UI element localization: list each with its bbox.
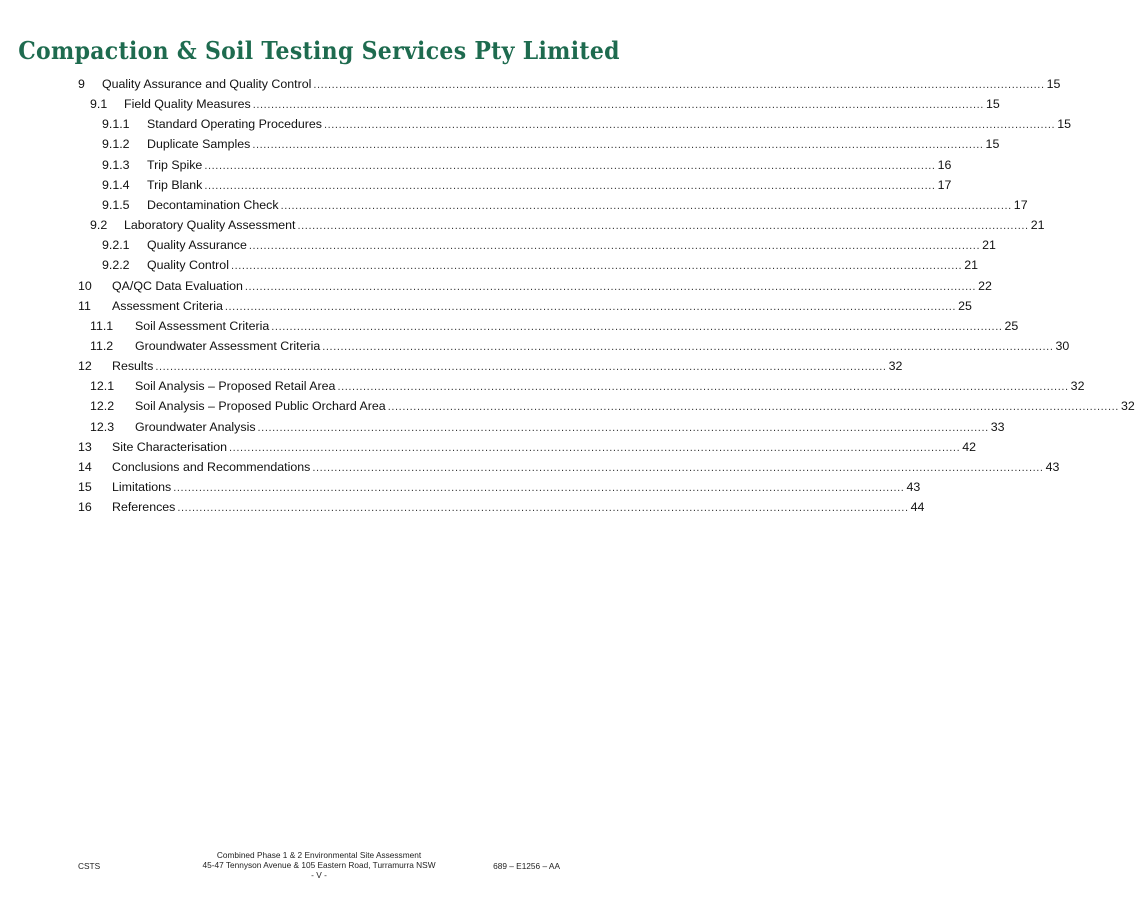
toc-entry[interactable] bbox=[0, 175, 952, 195]
toc-dot-leader: ........................................................................................................................................................................................................ bbox=[387, 401, 1119, 414]
toc-entry-number: 11 bbox=[78, 298, 91, 313]
footer-report-title: Combined Phase 1 & 2 Environmental Site Assessment bbox=[216, 850, 422, 860]
toc-entry[interactable] bbox=[0, 235, 996, 255]
toc-entry-number: 16 bbox=[78, 500, 92, 515]
toc-entry-title: Decontamination Check bbox=[147, 195, 281, 215]
toc-entry[interactable] bbox=[0, 296, 972, 316]
toc-dot-leader: ........................................................................................................................................................................................................ bbox=[257, 421, 989, 434]
toc-entry-title: References bbox=[112, 497, 177, 517]
toc-entry-number: 9.2.1 bbox=[102, 238, 130, 253]
toc-entry-page: 15 bbox=[1057, 117, 1071, 132]
toc-entry[interactable] bbox=[0, 457, 1060, 477]
toc-entry[interactable] bbox=[0, 74, 1061, 94]
toc-entry-number: 9.2 bbox=[90, 218, 108, 233]
toc-entry-page: 15 bbox=[1046, 77, 1061, 91]
toc-entry[interactable] bbox=[0, 396, 1135, 416]
toc-entry-title: Soil Assessment Criteria bbox=[135, 316, 271, 336]
toc-entry-title: Results bbox=[112, 356, 155, 376]
toc-entry-title: Duplicate Samples bbox=[147, 134, 252, 154]
toc-entry-page: 17 bbox=[937, 177, 952, 192]
toc-dot-leader: ........................................................................................................................................................................................................ bbox=[155, 361, 887, 374]
toc-dot-leader: ........................................................................................................................................................................................................ bbox=[312, 461, 1044, 474]
toc-entry[interactable] bbox=[0, 417, 1005, 437]
toc-entry-title: QA/QC Data Evaluation bbox=[112, 276, 245, 296]
toc-entry[interactable] bbox=[0, 376, 1085, 396]
toc-entry-title: Quality Control bbox=[147, 255, 231, 275]
toc-entry-number: 9.1.2 bbox=[102, 137, 130, 152]
toc-entry-page: 32 bbox=[888, 359, 903, 374]
toc-entry-title: Quality Assurance bbox=[147, 235, 249, 255]
toc-entry-page: 16 bbox=[937, 157, 952, 172]
toc-dot-leader: ........................................................................................................................................................................................................ bbox=[322, 340, 1054, 353]
toc-entry[interactable] bbox=[0, 94, 1000, 114]
toc-entry-title: Trip Spike bbox=[147, 155, 204, 175]
toc-dot-leader: ........................................................................................................................................................................................................ bbox=[244, 280, 977, 293]
toc-entry-number: 9.1.5 bbox=[102, 197, 130, 212]
toc-entry-number: 10 bbox=[78, 278, 92, 293]
toc-entry-page: 33 bbox=[990, 419, 1005, 434]
toc-dot-leader: ........................................................................................................................................................................................................ bbox=[271, 320, 1003, 333]
toc-entry-page: 43 bbox=[1045, 459, 1060, 474]
toc-entry-number: 12.3 bbox=[90, 419, 115, 434]
toc-entry[interactable] bbox=[0, 316, 1019, 336]
toc-entry-title: Soil Analysis – Proposed Retail Area bbox=[135, 376, 337, 396]
toc-dot-leader: ........................................................................................................................................................................................................ bbox=[252, 99, 984, 112]
toc-entry-number: 11.1 bbox=[90, 318, 114, 333]
toc-entry-page: 15 bbox=[985, 137, 1000, 152]
toc-entry[interactable] bbox=[0, 336, 1070, 356]
toc-entry-title: Conclusions and Recommendations bbox=[112, 457, 312, 477]
toc-entry[interactable] bbox=[0, 134, 1000, 154]
toc-entry-page: 44 bbox=[910, 500, 925, 515]
toc-entry-number: 9.1.4 bbox=[102, 177, 130, 192]
toc-entry-title: Laboratory Quality Assessment bbox=[124, 215, 297, 235]
toc-entry-page: 30 bbox=[1055, 338, 1070, 353]
toc-entry-number: 12.2 bbox=[90, 399, 115, 414]
toc-entry-title: Limitations bbox=[112, 477, 173, 497]
toc-entry-number: 12 bbox=[78, 359, 92, 374]
toc-entry[interactable] bbox=[0, 215, 1045, 235]
toc-entry-number: 9.2.2 bbox=[102, 258, 130, 273]
toc-entry-title: Assessment Criteria bbox=[112, 296, 225, 316]
toc-dot-leader: ........................................................................................................................................................................................................ bbox=[229, 441, 961, 454]
toc-entry-title: Site Characterisation bbox=[112, 437, 229, 457]
toc-entry-number: 15 bbox=[78, 480, 92, 494]
toc-entry-title: Groundwater Analysis bbox=[135, 417, 258, 437]
toc-entry-title: Groundwater Assessment Criteria bbox=[135, 336, 322, 356]
toc-dot-leader: ........................................................................................................................................................................................................ bbox=[323, 119, 1056, 132]
toc-entry-page: 22 bbox=[978, 278, 992, 293]
toc-entry-title: Trip Blank bbox=[147, 175, 204, 195]
toc-entry-page: 25 bbox=[1004, 318, 1019, 333]
toc-entry[interactable] bbox=[0, 497, 925, 517]
page-footer bbox=[0, 848, 638, 888]
toc-dot-leader: ........................................................................................................................................................................................................ bbox=[337, 381, 1069, 394]
toc-dot-leader: ........................................................................................................................................................................................................ bbox=[248, 240, 981, 253]
footer-report-number: 689 – E1256 – AA bbox=[493, 861, 560, 871]
toc-entry-page: 17 bbox=[1013, 197, 1028, 212]
toc-dot-leader: ........................................................................................................................................................................................................ bbox=[230, 260, 963, 273]
toc-dot-leader: ........................................................................................................................................................................................................ bbox=[224, 300, 957, 313]
toc-entry-number: 9.1 bbox=[90, 97, 108, 112]
toc-entry[interactable] bbox=[0, 477, 921, 497]
toc-entry[interactable] bbox=[0, 356, 903, 376]
toc-entry-title: Quality Assurance and Quality Control bbox=[102, 74, 313, 94]
footer-company-code: CSTS bbox=[78, 861, 101, 871]
toc-dot-leader: ........................................................................................................................................................................................................ bbox=[280, 199, 1012, 212]
toc-entry-number: 9.1.1 bbox=[102, 117, 130, 132]
toc-entry-number: 13 bbox=[78, 439, 92, 454]
toc-dot-leader: ........................................................................................................................................................................................................ bbox=[313, 79, 1045, 91]
footer-page-marker: - V - bbox=[311, 870, 327, 880]
toc-entry[interactable] bbox=[0, 114, 1071, 134]
toc-entry[interactable] bbox=[0, 276, 992, 296]
toc-entry-page: 15 bbox=[985, 97, 1000, 112]
toc-entry[interactable] bbox=[0, 155, 952, 175]
toc-dot-leader: ........................................................................................................................................................................................................ bbox=[177, 502, 909, 515]
toc-dot-leader: ........................................................................................................................................................................................................ bbox=[252, 139, 984, 152]
toc-entry-page: 21 bbox=[1030, 218, 1045, 233]
toc-dot-leader: ........................................................................................................................................................................................................ bbox=[297, 220, 1029, 233]
toc-entry-page: 32 bbox=[1070, 379, 1085, 394]
toc-entry-number: 14 bbox=[78, 459, 92, 474]
toc-entry[interactable] bbox=[0, 255, 978, 275]
toc-entry[interactable] bbox=[0, 195, 1028, 215]
toc-entry-number: 9.1.3 bbox=[102, 157, 130, 172]
toc-entry[interactable] bbox=[0, 437, 977, 457]
footer-site-address: 45-47 Tennyson Avenue & 105 Eastern Road, Turramurra NSW bbox=[202, 860, 436, 870]
toc-dot-leader: ........................................................................................................................................................................................................ bbox=[204, 159, 936, 172]
toc-entry-number: 11.2 bbox=[90, 338, 114, 353]
toc-entry-page: 21 bbox=[964, 258, 978, 273]
toc-entry-title: Field Quality Measures bbox=[124, 94, 253, 114]
toc-entry-number: 12.1 bbox=[90, 379, 115, 394]
toc-entry-page: 25 bbox=[958, 298, 972, 313]
toc-dot-leader: ........................................................................................................................................................................................................ bbox=[173, 482, 905, 494]
toc-entry-title: Standard Operating Procedures bbox=[147, 114, 324, 134]
toc-entry-page: 21 bbox=[982, 238, 996, 253]
toc-entry-number: 9 bbox=[78, 77, 85, 91]
toc-entry-page: 43 bbox=[906, 480, 921, 494]
toc-entry-title: Soil Analysis – Proposed Public Orchard Area bbox=[135, 396, 388, 416]
toc-entry-page: 32 bbox=[1120, 399, 1135, 414]
toc-entry-page: 42 bbox=[962, 439, 977, 454]
company-title: Compaction & Soil Testing Services Pty Limited bbox=[18, 36, 620, 66]
toc-dot-leader: ........................................................................................................................................................................................................ bbox=[204, 179, 936, 192]
